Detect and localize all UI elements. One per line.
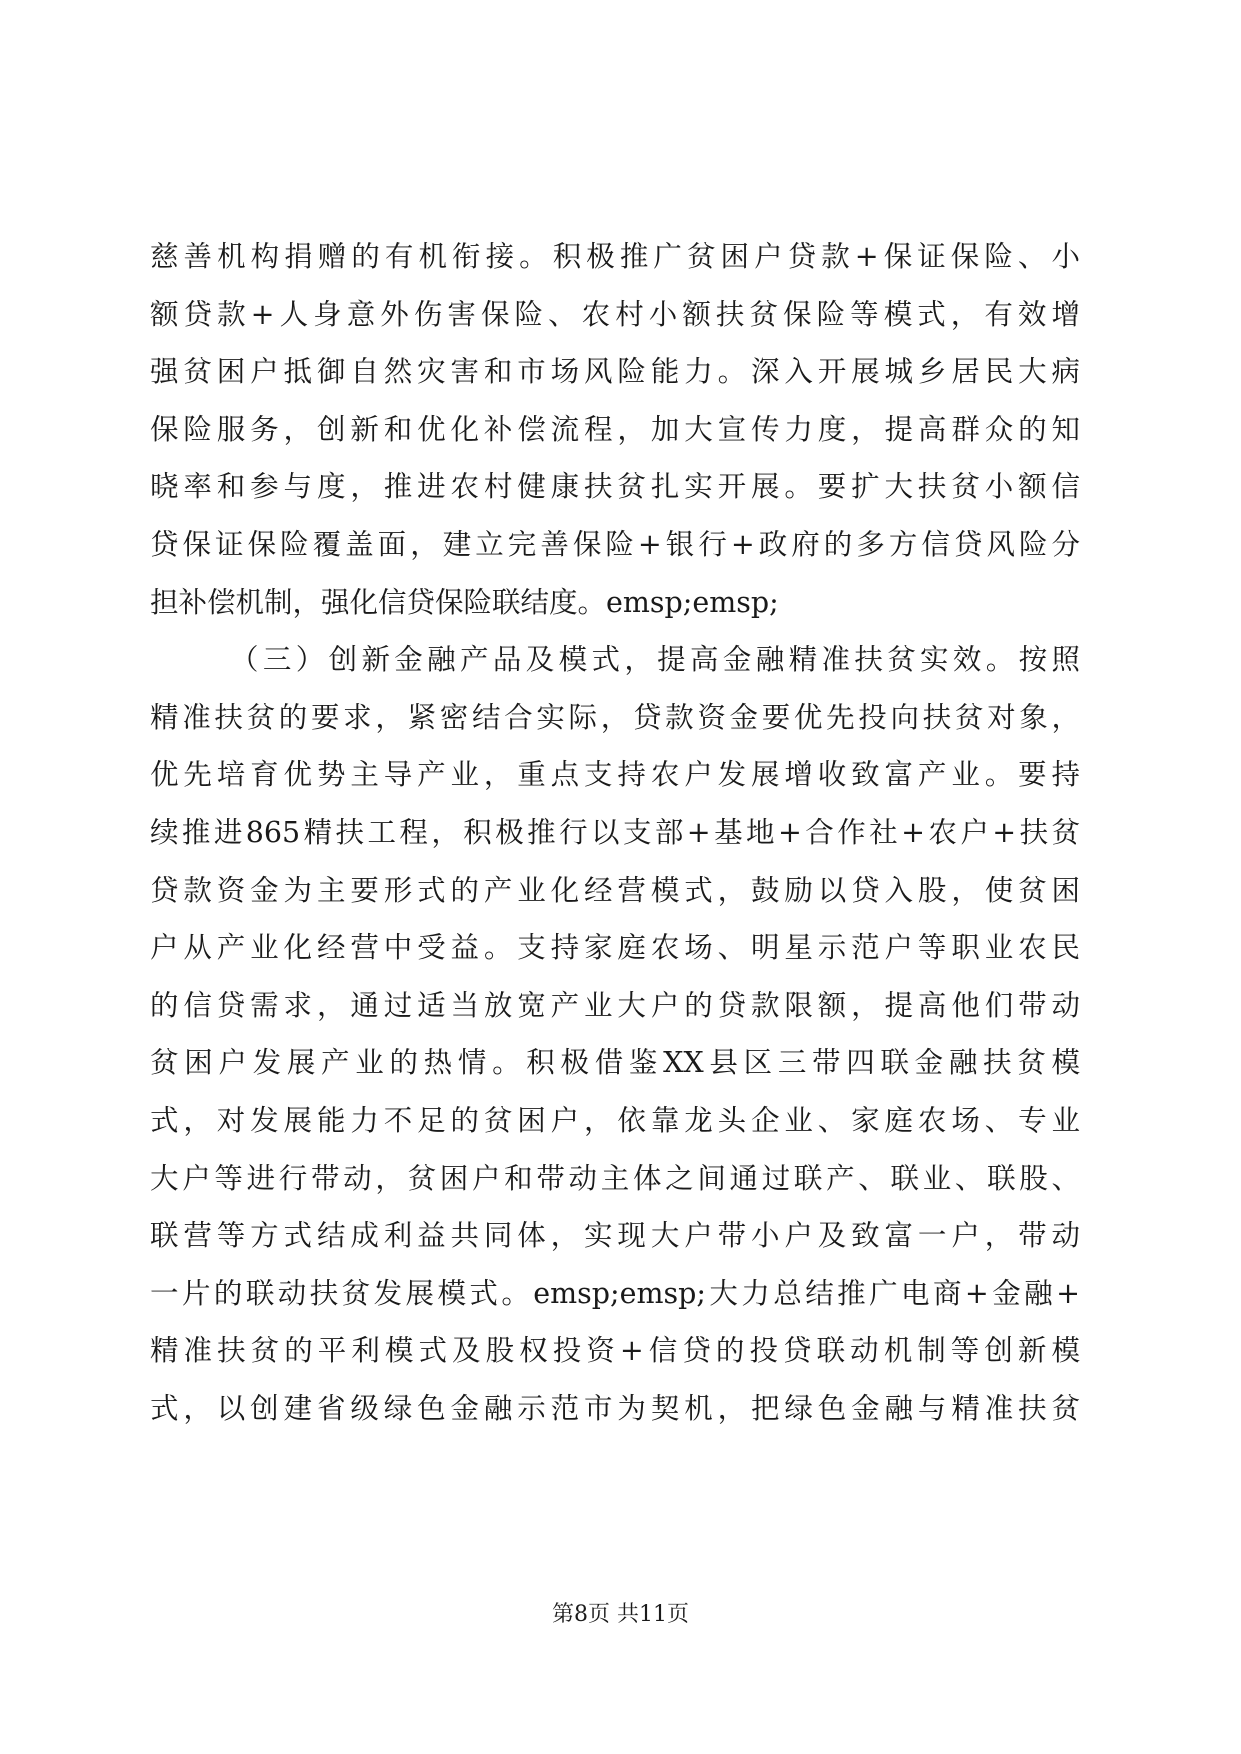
body-text [150, 228, 1080, 1437]
text-line: 慈善机构捐赠的有机衔接。积极推广贫困户贷款+保证保险、小 [150, 240, 1080, 273]
text-line: 贫困户发展产业的热情。积极借鉴XX县区三带四联金融扶贫模 [150, 1046, 1080, 1080]
text-line: 贷款资金为主要形式的产业化经营模式，鼓励以贷入股，使贫困 [150, 873, 1080, 907]
text-line: 大户等进行带动，贫困户和带动主体之间通过联产、联业、联股、 [150, 1161, 1080, 1195]
text-line: 户从产业化经营中受益。支持家庭农场、明星示范户等职业农民 [150, 931, 1080, 965]
text-line: 担补偿机制，强化信贷保险联结度。emsp;emsp; [150, 585, 779, 619]
text-line: 的信贷需求，通过适当放宽产业大户的贷款限额，提高他们带动 [150, 988, 1080, 1022]
section-heading-line: （三）创新金融产品及模式，提高金融精准扶贫实效。按照 [230, 643, 1080, 677]
text-line: 式，以创建省级绿色金融示范市为契机，把绿色金融与精准扶贫 [150, 1391, 1080, 1425]
text-line: 额贷款+人身意外伤害保险、农村小额扶贫保险等模式，有效增 [150, 297, 1080, 331]
text-line: 一片的联动扶贫发展模式。emsp;emsp;大力总结推广电商+金融+ [150, 1276, 1080, 1310]
page-footer: 第8页 共11页 [552, 1602, 689, 1627]
text-line: 精准扶贫的要求，紧密结合实际，贷款资金要优先投向扶贫对象， [150, 700, 1080, 734]
text-line: 强贫困户抵御自然灾害和市场风险能力。深入开展城乡居民大病 [150, 355, 1080, 389]
text-line: 晓率和参与度，推进农村健康扶贫扎实开展。要扩大扶贫小额信 [150, 470, 1080, 504]
text-line: 式，对发展能力不足的贫困户，依靠龙头企业、家庭农场、专业 [150, 1103, 1080, 1137]
text-line: 续推进865精扶工程，积极推行以支部+基地+合作社+农户+扶贫 [150, 815, 1080, 849]
text-line: 贷保证保险覆盖面，建立完善保险+银行+政府的多方信贷风险分 [150, 527, 1080, 561]
text-line: 优先培育优势主导产业，重点支持农户发展增收致富产业。要持 [150, 758, 1080, 792]
text-line: 精准扶贫的平利模式及股权投资+信贷的投贷联动机制等创新模 [150, 1334, 1080, 1368]
text-line: 联营等方式结成利益共同体，实现大户带小户及致富一户，带动 [150, 1219, 1080, 1253]
text-line: 保险服务，创新和优化补偿流程，加大宣传力度，提高群众的知 [150, 412, 1080, 446]
